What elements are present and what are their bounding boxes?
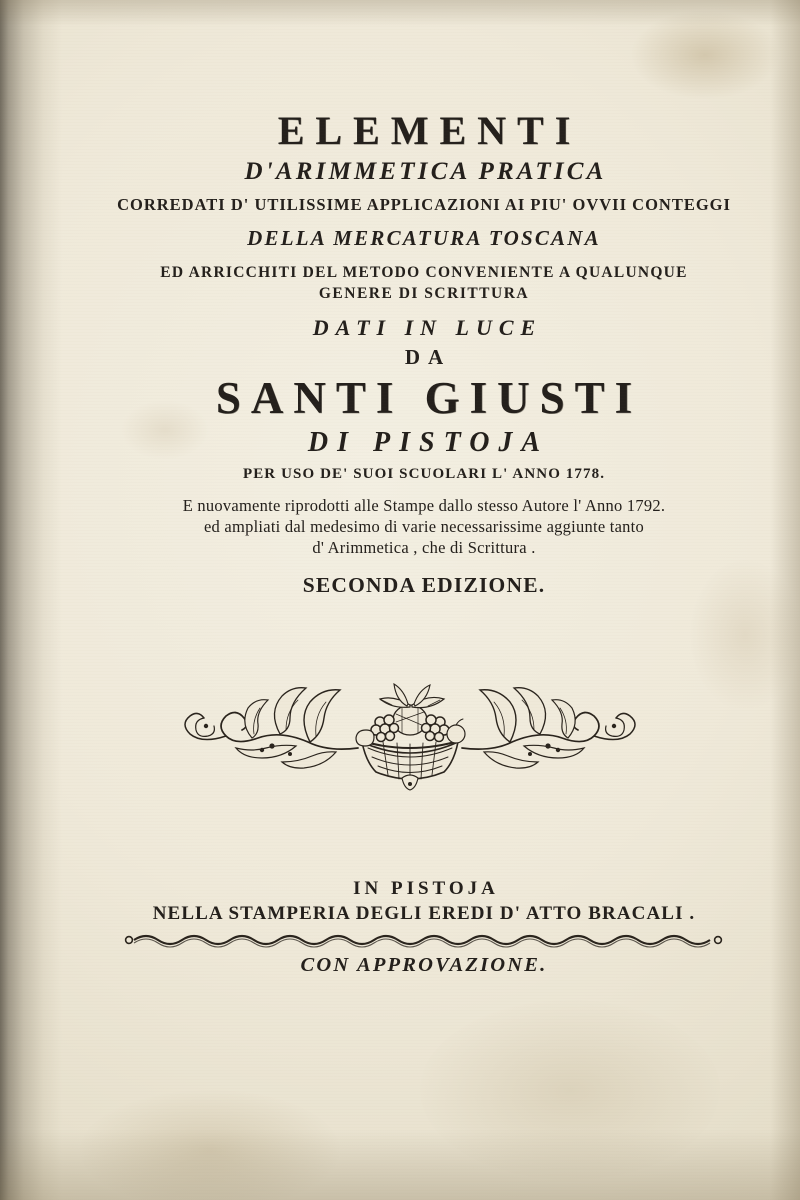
subtitle-detail-2: ED ARRICCHITI DEL METODO CONVENIENTE A QUALUNQUE — [160, 263, 688, 281]
use-and-year-line: PER USO DE' SUOI SCUOLARI L' ANNO 1778. — [242, 465, 606, 482]
foxing-stain — [80, 1090, 340, 1200]
main-title: ELEMENTI — [277, 108, 582, 153]
wavy-ornamental-rule-icon — [124, 932, 724, 948]
imprint-printer: NELLA STAMPERIA DEGLI EREDI D' ATTO BRACALI . — [152, 903, 696, 924]
reprint-note — [62, 495, 786, 558]
imprint-block — [62, 878, 786, 977]
approval-statement: CON APPROVAZIONE. — [300, 954, 548, 976]
reprint-note-line-1: E nuovamente riprodotti alle Stampe dallo stesso Autore l' Anno 1792. — [182, 495, 666, 515]
author-name: SANTI GIUSTI — [215, 372, 643, 423]
page-edge-shadow-bottom — [0, 1130, 800, 1200]
author-origin: DI PISTOJA — [307, 426, 550, 458]
foxing-stain — [630, 10, 780, 100]
by-line: DA — [404, 344, 452, 369]
binding-gutter-shadow — [0, 0, 62, 1200]
subtitle-detail-3: GENERE DI SCRITTURA — [318, 284, 530, 302]
title-block — [62, 110, 786, 598]
imprint-place: IN PISTOJA — [353, 878, 499, 899]
fruit-basket-foliage-vignette-icon — [140, 660, 680, 800]
page-edge-shadow-top — [0, 0, 800, 26]
edition-statement: SECONDA EDIZIONE. — [302, 572, 546, 597]
subtitle-mercatura: DELLA MERCATURA TOSCANA — [247, 225, 601, 250]
reprint-note-line-3: d' Arimmetica , che di Scrittura . — [312, 537, 536, 557]
subtitle-detail-1: CORREDATI D' UTILISSIME APPLICAZIONI AI PIU' OVVII CONTEGGI — [117, 194, 731, 214]
reprint-note-line-2: ed ampliati dal medesimo di varie necessarissime aggiunte tanto — [203, 516, 645, 536]
foxing-stain — [420, 1000, 720, 1180]
published-line: DATI IN LUCE — [312, 314, 543, 340]
subtitle: D'ARIMMETICA PRATICA — [244, 158, 607, 185]
